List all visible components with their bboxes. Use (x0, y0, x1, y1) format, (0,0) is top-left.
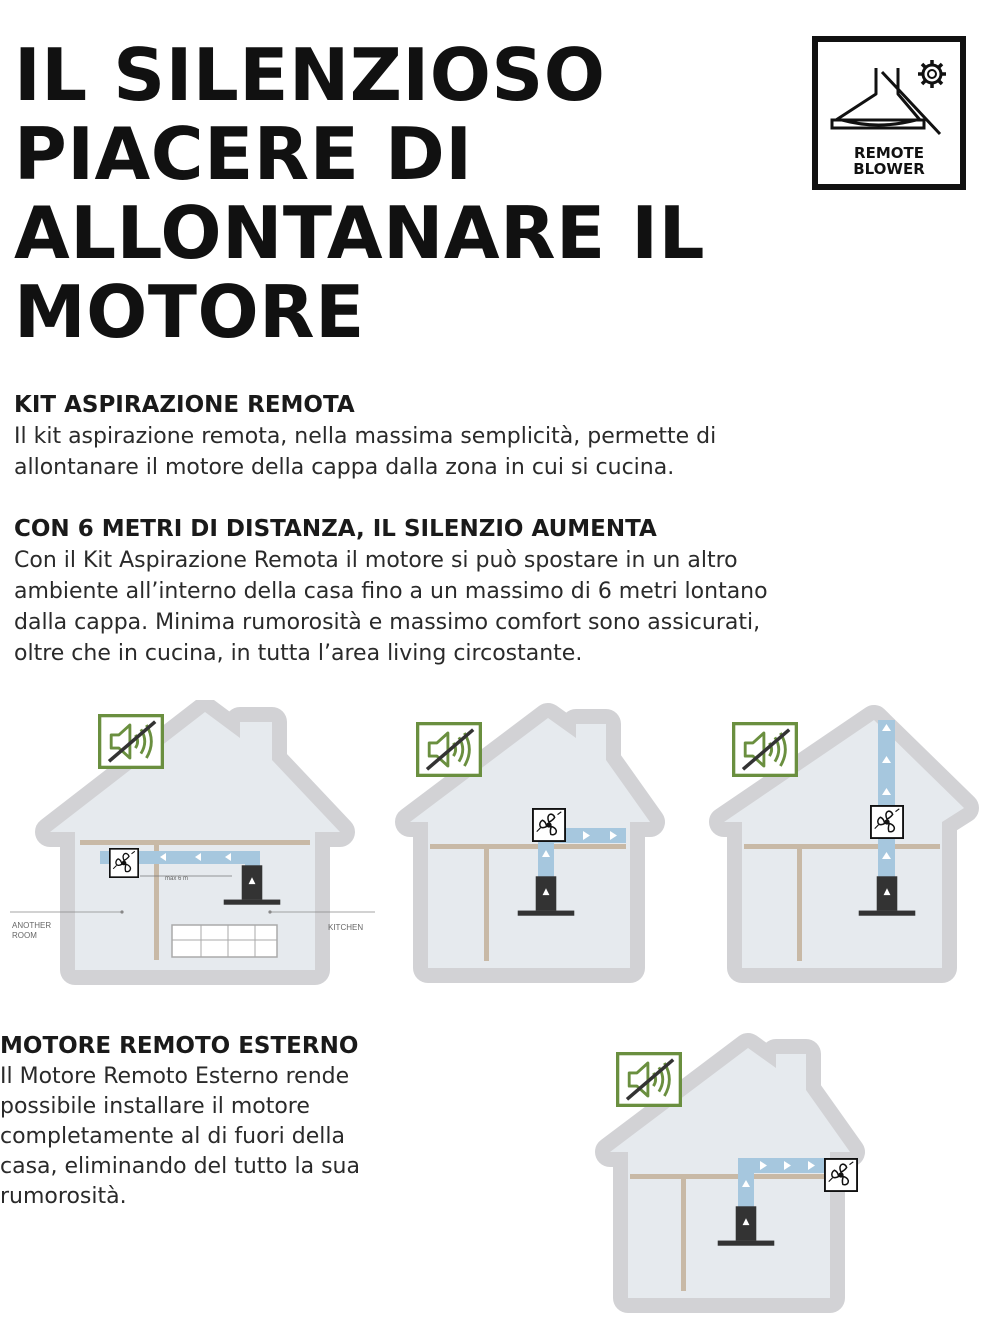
section-text-external (0, 1062, 360, 1212)
muted-speaker-icon (618, 1054, 681, 1106)
text-line: Con il Kit Aspirazione Remota il motore si può spostare in un altro (14, 548, 738, 573)
remote-blower-badge (812, 36, 966, 190)
muted-speaker-icon (100, 716, 163, 768)
muted-speaker-icon (734, 724, 797, 776)
title-line: ALLONTANARE IL (14, 191, 705, 275)
fan-motor-icon (871, 806, 903, 838)
section-heading-external: MOTORE REMOTO ESTERNO (0, 1033, 359, 1059)
text-line: allontanare il motore della cappa dalla zona in cui si cucina. (14, 455, 675, 480)
muted-speaker-icon (418, 724, 481, 776)
house-diagram-another-room (10, 700, 385, 990)
badge-label-line2: BLOWER (853, 160, 925, 178)
text-line: completamente al di fuori della (0, 1124, 345, 1149)
text-line: oltre che in cucina, in tutta l’area living circostante. (14, 641, 583, 666)
kitchen-label: KITCHEN (328, 923, 364, 932)
max-distance-label: max 6 m (165, 876, 189, 882)
text-line: rumorosità. (0, 1184, 127, 1209)
another-room-label: ANOTHER (12, 921, 52, 930)
title-line: PIACERE DI (14, 112, 473, 196)
text-line: dalla cappa. Minima rumorosità e massimo comfort sono assicurati, (14, 610, 761, 635)
fan-motor-icon (110, 849, 138, 877)
section-heading-kit: KIT ASPIRAZIONE REMOTA (14, 392, 355, 418)
house-diagram-attic (388, 700, 678, 990)
page-title (14, 33, 705, 354)
fan-motor-icon (825, 1159, 857, 1191)
house-diagram-roof (702, 700, 992, 990)
another-room-label: ROOM (12, 931, 37, 940)
text-line: possibile installare il motore (0, 1094, 310, 1119)
house-diagram-external (588, 1030, 878, 1320)
text-line: Il Motore Remoto Esterno rende (0, 1064, 350, 1089)
text-line: ambiente all’interno della casa fino a un massimo di 6 metri lontano (14, 579, 768, 604)
badge-label-line1: REMOTE (854, 144, 924, 162)
section-heading-distance: CON 6 METRI DI DISTANZA, IL SILENZIO AUMENTA (14, 516, 657, 542)
text-line: Il kit aspirazione remota, nella massima semplicità, permette di (14, 424, 717, 449)
fan-motor-icon (533, 809, 565, 841)
text-line: casa, eliminando del tutto la sua (0, 1154, 360, 1179)
section-text-distance (14, 545, 768, 669)
title-line: MOTORE (14, 270, 365, 354)
title-line: IL SILENZIOSO (14, 33, 606, 117)
section-text-kit (14, 421, 716, 483)
